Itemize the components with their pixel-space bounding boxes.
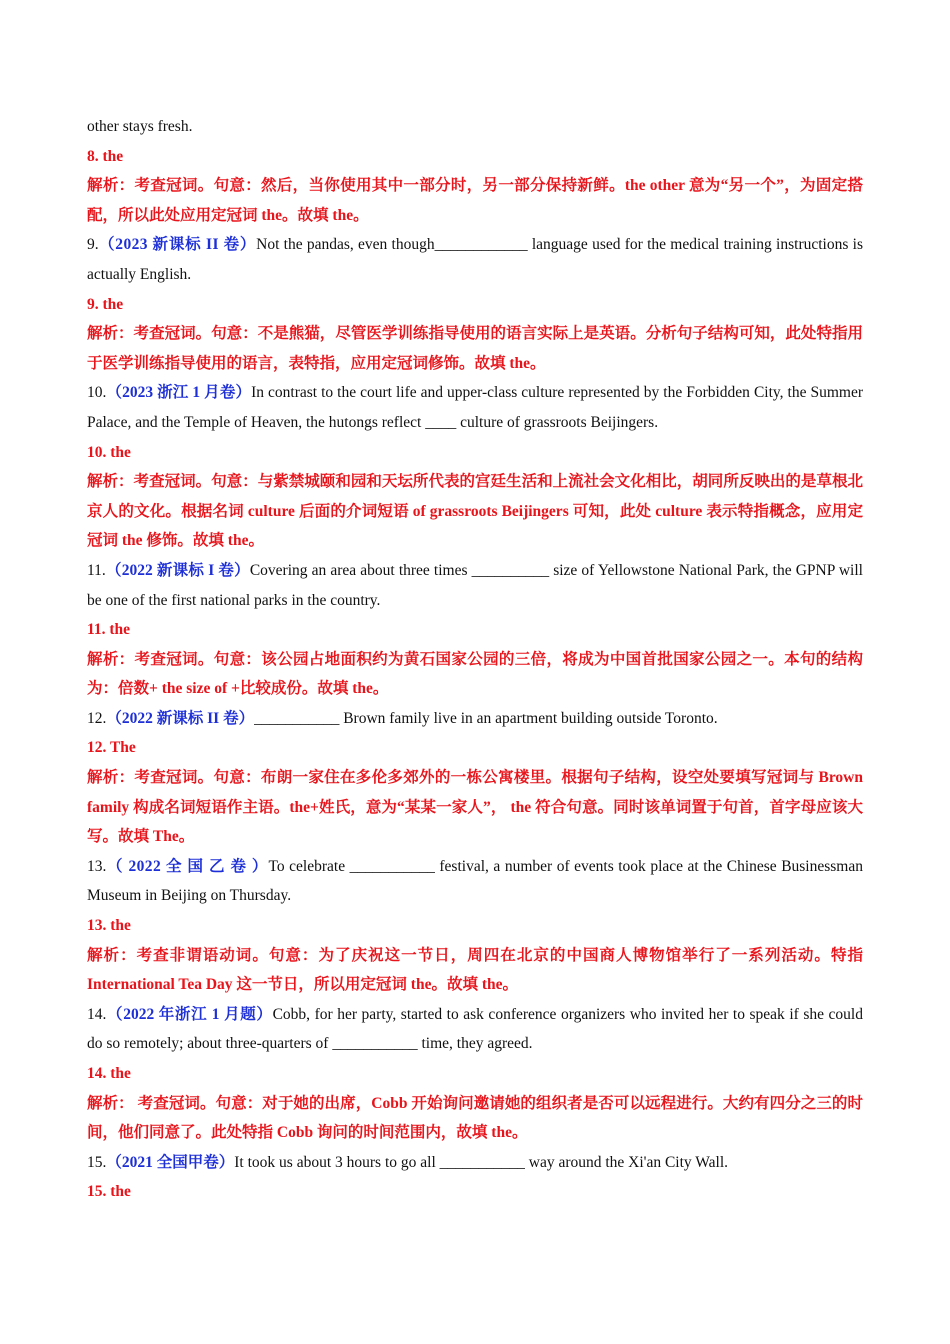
intro-text: other stays fresh.: [87, 118, 193, 135]
answer-11: 11. the: [87, 621, 131, 639]
question-text: Covering an area about three times __________ size of Yellowstone National Park, the GPNP will be one of the first national parks in the country.: [87, 561, 863, 609]
question-number: 11.: [87, 561, 106, 579]
explanation-13: 解析：考查非谓语动词。句意：为了庆祝这一节日，周四在北京的中国商人博物馆举行了一系列活动。特指 International Tea Day 这一节日，所以用定冠词 the。故填 the。: [87, 946, 863, 994]
question-text: ___________ Brown family live in an apartment building outside Toronto.: [254, 709, 718, 727]
answer-9: 9. the: [87, 295, 124, 313]
question-source: （ 2022 全 国 乙 卷 ）: [106, 857, 269, 875]
answer-12: 12. The: [87, 739, 136, 757]
question-source: （2022 年浙江 1 月题）: [106, 1005, 273, 1023]
explanation-10: 解析：考查冠词。句意：与紫禁城颐和园和天坛所代表的宫廷生活和上流社会文化相比，胡同所反映出的是草根北京人的文化。根据名词 culture 后面的介词短语 of grassroots Beijingers 可知，此处 culture 表示特指概念，应用定冠词 the 修饰。故填 the。: [87, 473, 863, 550]
question-text: In contrast to the court life and upper-class culture represented by the Forbidden City, the Summer Palace, and the Temple of Heaven, the hutongs reflect ____ culture of grassroots Beijingers.: [87, 384, 863, 431]
question-15: [87, 1148, 863, 1178]
question-text: It took us about 3 hours to go all ___________ way around the Xi'an City Wall.: [234, 1153, 729, 1171]
question-10: [87, 378, 863, 437]
question-source: （2022 新课标 I 卷）: [105, 561, 250, 579]
question-text: To celebrate ___________ festival, a number of events took place at the Chinese Businessman Museum in Beijing on Thursday.: [87, 857, 863, 905]
explanation-14: 解析： 考查冠词。句意：对于她的出席，Cobb 开始询问邀请她的组织者是否可以远程进行。大约有四分之三的时间，他们同意了。此处特指 Cobb 询问的时间范围内，故填 the。: [87, 1094, 863, 1142]
question-number: 10.: [87, 384, 107, 402]
explanation-9: 解析：考查冠词。句意：不是熊猫，尽管医学训练指导使用的语言实际上是英语。分析句子结构可知，此处特指用于医学训练指导使用的语言，表特指，应用定冠词修饰。故填 the。: [87, 325, 863, 372]
question-text: Cobb, for her party, started to ask conference organizers who invited her to speak if she could do so remotely; about three-quarters of ___________ time, they agreed.: [87, 1005, 863, 1053]
question-source: （2021 全国甲卷）: [106, 1153, 235, 1171]
question-13: [87, 852, 863, 911]
question-text: Not the pandas, even though____________ language used for the medical training instructions is actually English.: [87, 236, 863, 283]
answer-8: 8. the: [87, 147, 124, 165]
question-12: [87, 704, 863, 734]
question-number: 9.: [87, 236, 99, 254]
question-14: [87, 1000, 863, 1059]
question-source: （2022 新课标 II 卷）: [106, 709, 255, 727]
question-9: [87, 230, 863, 289]
question-number: 13.: [87, 857, 107, 875]
explanation-8: 解析：考查冠词。句意：然后，当你使用其中一部分时，另一部分保持新鲜。the other 意为“另一个”，为固定搭配，所以此处应用定冠词 the。故填 the。: [87, 177, 863, 224]
explanation-11: 解析：考查冠词。句意：该公园占地面积约为黄石国家公园的三倍，将成为中国首批国家公园之一。本句的结构为：倍数+ the size of +比较成份。故填 the。: [87, 650, 863, 698]
answer-10: 10. the: [87, 443, 131, 461]
question-number: 12.: [87, 709, 107, 727]
question-11: [87, 556, 863, 615]
explanation-12: 解析：考查冠词。句意：布朗一家住在多伦多郊外的一栋公寓楼里。根据句子结构，设空处要填写冠词与 Brown family 构成名词短语作主语。the+姓氏，意为“某某一家人”， the 符合句意。同时该单词置于句首，首字母应该大写。故填 The。: [87, 769, 863, 846]
answer-15: 15. the: [87, 1183, 131, 1201]
question-source: （2023 新课标 II 卷）: [98, 236, 257, 254]
question-number: 14.: [87, 1005, 107, 1023]
document-page: [87, 112, 863, 1207]
question-number: 15.: [87, 1153, 107, 1171]
answer-13: 13. the: [87, 917, 131, 935]
question-source: （2023 浙江 1 月卷）: [106, 384, 252, 402]
answer-14: 14. the: [87, 1065, 131, 1082]
